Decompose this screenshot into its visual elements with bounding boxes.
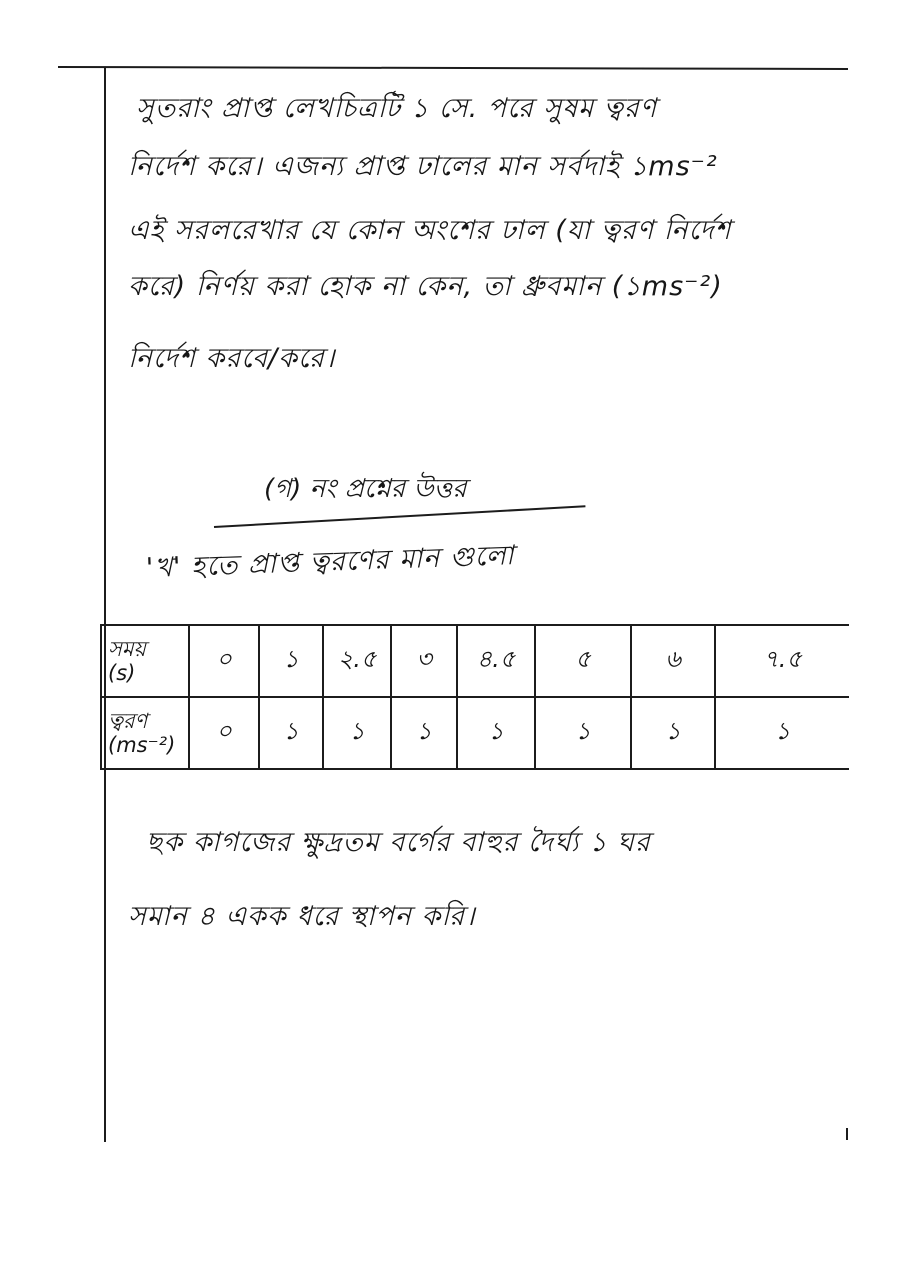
answer-heading: (গ) নং প্রশ্নের উত্তর (264, 474, 467, 504)
page-edge-mark (846, 1128, 848, 1140)
table-cell: ১ (259, 697, 323, 769)
table-cell: ১ (259, 625, 323, 697)
data-table (100, 624, 849, 770)
paragraph-line-5: নির্দেশ করবে/করে। (128, 343, 336, 374)
row-label-acceleration: ত্বরণ (ms⁻²) (101, 697, 189, 769)
row-label-time: সময় (s) (101, 625, 189, 697)
table-cell: ২.৫ (323, 625, 391, 697)
table-intro-text: 'খ' হতে প্রাপ্ত ত্বরণের মান গুলো (145, 540, 516, 584)
table-cell: ১ (457, 697, 535, 769)
table-row-time (101, 625, 849, 697)
page-top-rule (58, 66, 848, 70)
table-cell: ১ (391, 697, 457, 769)
table-cell: ০ (189, 625, 259, 697)
table-row-acceleration (101, 697, 849, 769)
closing-line-1: ছক কাগজের ক্ষুদ্রতম বর্গের বাহুর দৈর্ঘ্য ১ ঘর (146, 827, 651, 858)
table-cell: ১ (323, 697, 391, 769)
paragraph-line-3: এই সরলরেখার যে কোন অংশের ঢাল (যা ত্বরণ নির্দেশ (128, 215, 732, 246)
paragraph-line-2: নির্দেশ করে। এজন্য প্রাপ্ত ঢালের মান সর্বদাই ১ms⁻² (128, 151, 718, 182)
table-cell: ৭.৫ (715, 625, 849, 697)
page-margin-line (104, 67, 106, 1142)
paragraph-line-1: সুতরাং প্রাপ্ত লেখচিত্রটি ১ সে. পরে সুষম ত্বরণ (136, 93, 658, 124)
table-cell: ১ (715, 697, 849, 769)
table-cell: ১ (631, 697, 715, 769)
table-cell: ৩ (391, 625, 457, 697)
answer-heading-block (214, 462, 594, 542)
paragraph-line-4: করে) নির্ণয় করা হোক না কেন, তা ধ্রুবমান (১ms⁻²) (128, 271, 723, 302)
closing-line-2: সমান ৪ একক ধরে স্থাপন করি। (128, 901, 476, 932)
table-cell: ৪.৫ (457, 625, 535, 697)
table-cell: ০ (189, 697, 259, 769)
table-cell: ১ (535, 697, 631, 769)
table-cell: ৬ (631, 625, 715, 697)
table-cell: ৫ (535, 625, 631, 697)
